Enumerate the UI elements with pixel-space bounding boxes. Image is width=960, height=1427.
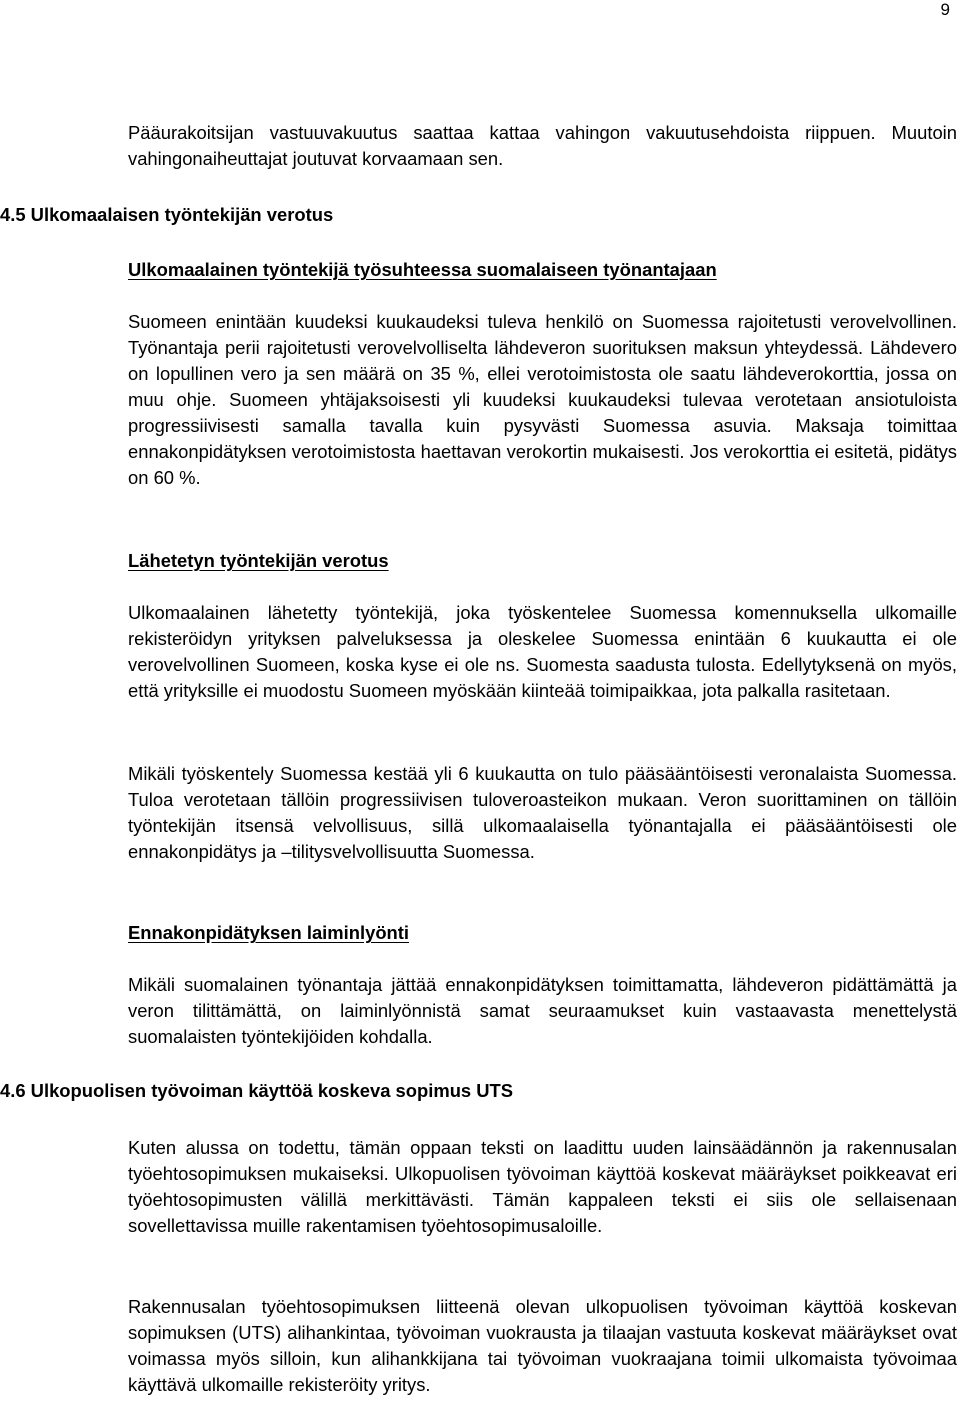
paragraph-posted-worker-1: Ulkomaalainen lähetetty työntekijä, joka työskentelee Suomessa komennuksella ulkomaille rekisteröidyn yrityksen palveluksessa ja oleskelee Suomessa enintään 6 kuukautta ei ole verovelvollinen Suomeen, koska kyse ei ole ns. Suomesta saadusta tulosta. Edellytyksenä on myös, että yrityksille ei muodostu Suomeen myöskään kiinteää toimipaikkaa, jota palkalla rasitetaan.: [128, 602, 957, 701]
page-number: 9: [940, 0, 950, 19]
paragraph-posted-worker-2: Mikäli työskentely Suomessa kestää yli 6 kuukautta on tulo pääsääntöisesti veronalaista Suomessa. Tuloa verotetaan tällöin progressiivisen tuloveroasteikon mukaan. Veron suorittaminen on tällöin työntekijän itsensä velvollisuus, sillä ulkomaalaisella työnantajalla ei pääsääntöisesti ole ennakonpidätys ja –tilitysvelvollisuutta Suomessa.: [128, 763, 957, 862]
paragraph-employment-tax: Suomeen enintään kuudeksi kuukaudeksi tuleva henkilö on Suomessa rajoitetusti verovelvollinen. Työnantaja perii rajoitetusti verovelvolliselta lähdeveron suorituksen maksun yhteydessä. Lähdevero on lopullinen vero ja sen määrä on 35 %, ellei verotoimistosta ole saatu lähdeverokorttia, jossa on muu ohje. Suomeen yhtäjaksoisesti yli kuudeksi kuukaudeksi tulevaa verotetaan ansiotuloista progressiivisesti samalla tavalla kuin pysyvästi Suomessa asuvia. Maksaja toimittaa ennakonpidätyksen verotoimistosta haettavan verokortin mukaisesti. Jos verokorttia ei esitetä, pidätys on 60 %.: [128, 311, 957, 488]
paragraph-insurance: Pääurakoitsijan vastuuvakuutus saattaa kattaa vahingon vakuutusehdoista riippuen. Muutoin vahingonaiheuttajat joutuvat korvaamaan sen.: [128, 122, 957, 169]
section-heading-4-6: 4.6 Ulkopuolisen työvoiman käyttöä koskeva sopimus UTS: [0, 1080, 514, 1101]
subheading-employment: Ulkomaalainen työntekijä työsuhteessa suomalaiseen työnantajaan: [128, 259, 717, 280]
paragraph-withholding-neglect: Mikäli suomalainen työnantaja jättää ennakonpidätyksen toimittamatta, lähdeveron pidättämättä ja veron tilittämättä, on laiminlyönnistä samat seuraamukset kuin vastaavasta menettelystä suomalaisten työntekijöiden kohdalla.: [128, 974, 957, 1047]
paragraph-uts-contract: Rakennusalan työehtosopimuksen liitteenä olevan ulkopuolisen työvoiman käyttöä koskevan sopimuksen (UTS) alihankintaa, työvoiman vuokrausta ja tilaajan vastuuta koskevat määräykset ovat voimassa myös silloin, kun alihankkijana tai työvoiman vuokraajana toimii ulkomaista työvoimaa käyttävä ulkomaille rekisteröity yritys.: [128, 1296, 957, 1395]
subheading-posted-worker: Lähetetyn työntekijän verotus: [128, 550, 389, 571]
subheading-withholding-neglect: Ennakonpidätyksen laiminlyönti: [128, 922, 410, 943]
paragraph-uts-intro: Kuten alussa on todettu, tämän oppaan teksti on laadittu uuden lainsäädännön ja rakennusalan työehtosopimuksen mukaiseksi. Ulkopuolisen työvoiman käyttöä koskevat määräykset poikkeavat eri työehtosopimusten välillä merkittävästi. Tämän kappaleen teksti ei siis ole sellaisenaan sovellettavissa muille rakentamisen työehtosopimusaloille.: [128, 1137, 957, 1236]
section-heading-4-5: 4.5 Ulkomaalaisen työntekijän verotus: [0, 204, 334, 225]
